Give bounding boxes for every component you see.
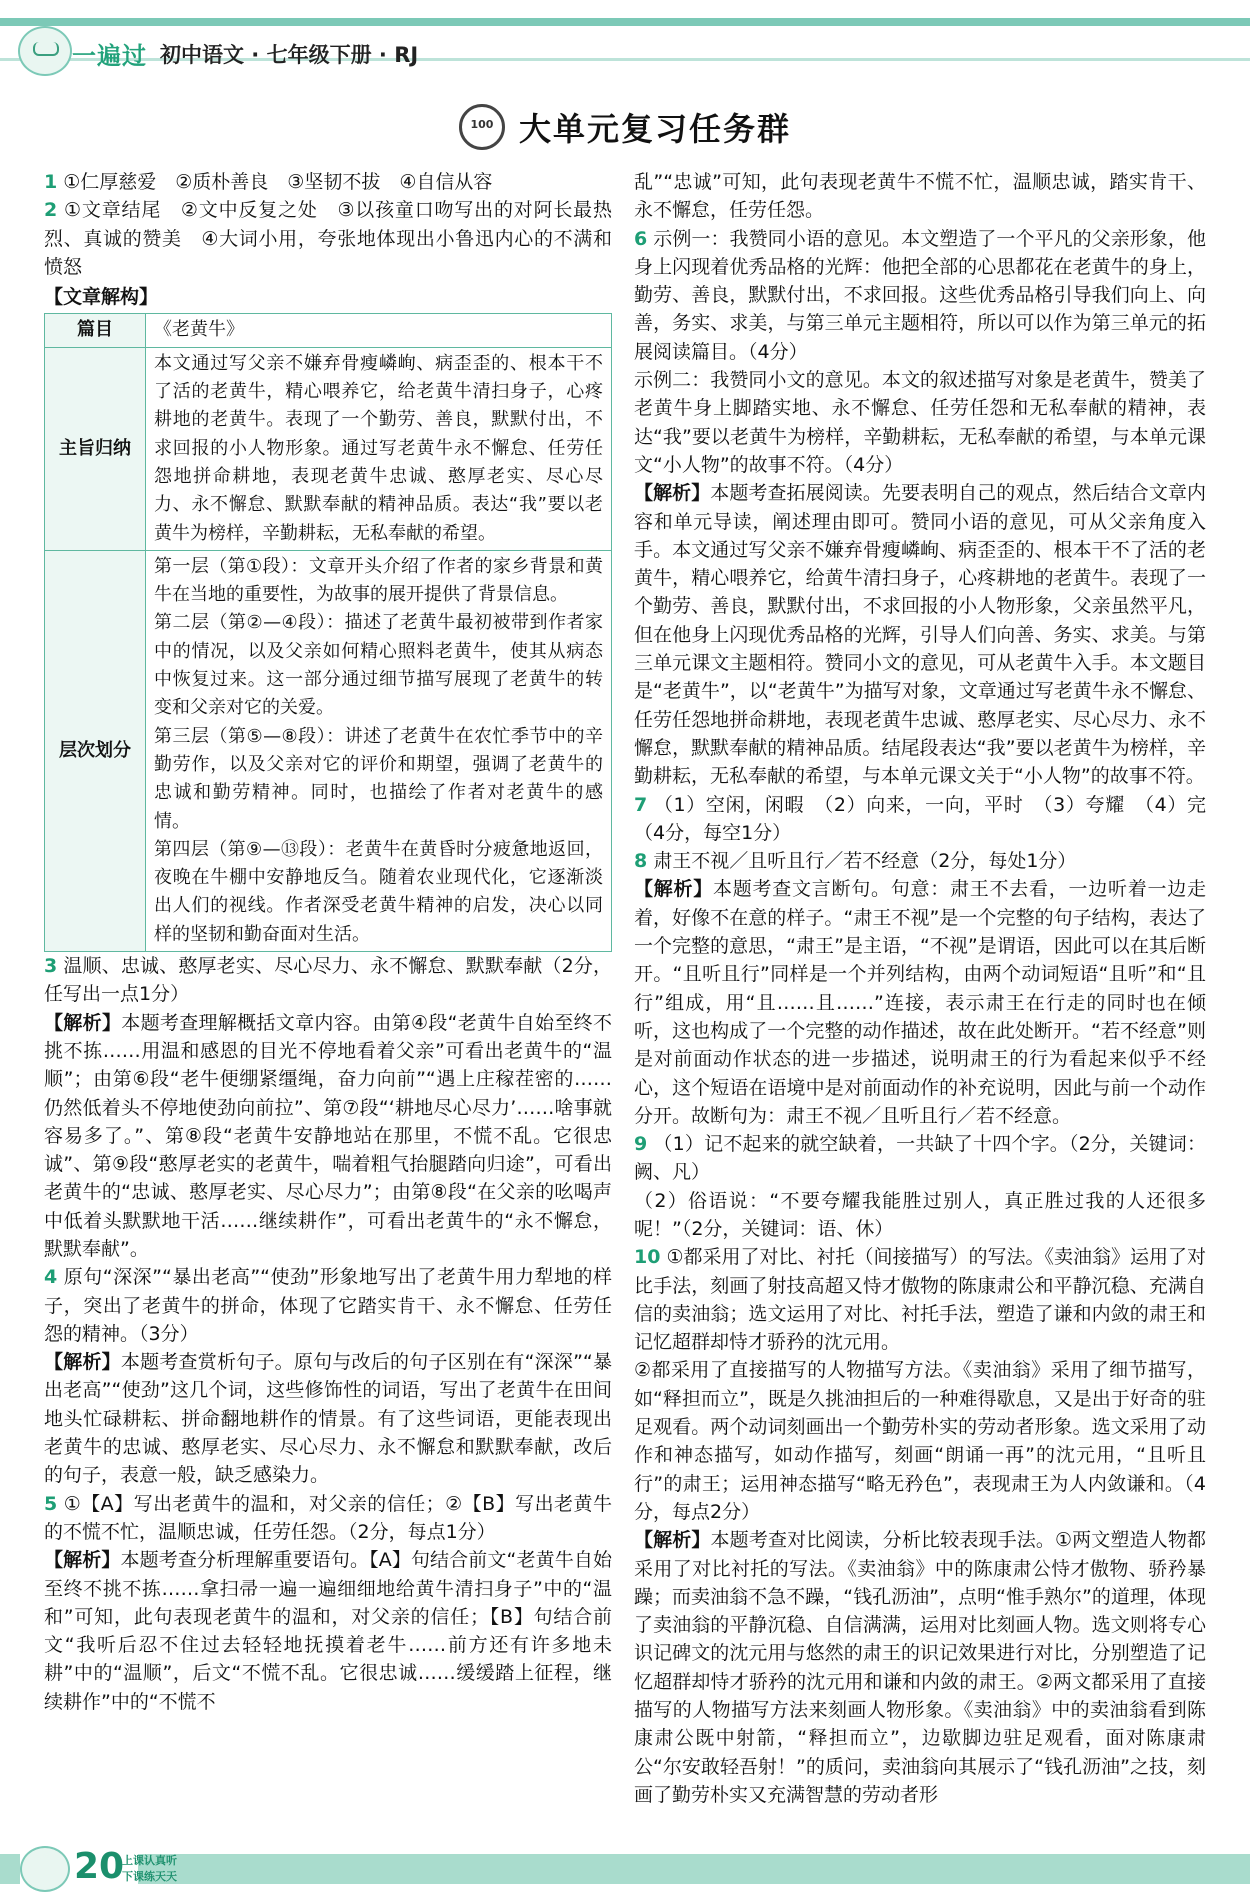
answer-10-2: ②都采用了直接描写的人物描写方法。《卖油翁》采用了细节描写，如“释担而立”，既是久挑油担后的一种难得歇息，又是出于好奇的驻足观看。两个动词刻画出一个勤劳朴实的劳动者形象。选文采用了动作和神态描写，如动作描写，刻画“朗诵一再”的沈元用，“且听且行”的肃王；运用神态描写“略无矜色”，表现肃王为人内敛谦和。（4分，每点2分）	[634, 1359, 1206, 1523]
answer-text: 温顺、忠诚、憨厚老实、尽心尽力、永不懈怠、默默奉献（2分，任写出一点1分）	[44, 955, 612, 1006]
analysis-10	[634, 1526, 1206, 1809]
table-head-cell: 层次划分	[45, 550, 146, 951]
layer-1: 第一层（第①段）：文章开头介绍了作者的家乡背景和黄牛在当地的重要性，为故事的展开提供了背景信息。	[154, 555, 603, 606]
answer-9-1	[634, 1130, 1206, 1187]
analysis-text: 本题考查文言断句。句意：肃王不去看，一边听着一边走着，好像不在意的样子。“肃王不视”是一个完整的句子结构，表达了一个完整的意思，“肃王”是主语，“不视”是谓语，因此可以在其后断开。“且听且行”同样是一个并列结构，由两个动词短语“且听”和“且行”组成，用“且……且……”连接，表示肃王在行走的同时也在倾听，这也构成了一个完整的动作描述，故在此处断开。“若不经意”则是对前面动作状态的进一步描述，说明肃王的行为看起来似乎不经心，这个短语在语境中是对前面动作的补充说明，因此与前一个动作分开。故断句为：肃王不视／且听且行／若不经意。	[634, 878, 1206, 1127]
question-number: 5	[44, 1492, 58, 1515]
answer-text: 原句“深深”“暴出老高”“使劲”形象地写出了老黄牛用力犁地的样子，突出了老黄牛的拼命，体现了它踏实肯干、永不懈怠、任劳任怨的精神。（3分）	[44, 1266, 612, 1345]
analysis-text: 本题考查理解概括文章内容。由第④段“老黄牛自始至终不挑不拣……用温和感恩的目光不停地看着父亲”可看出老黄牛的“温顺”；由第⑥段“老牛便绷紧缰绳，奋力向前”“遇上庄稼茬密的……仍然低着头不停地使劲向前拉”、第⑦段“‘耕地尽心尽力’……啥事就容易多了。”、第⑧段“老黄牛安静地站在那里，不慌不乱。它很忠诚”、第⑨段“憨厚老实的老黄牛，喘着粗气抬腿踏向归途”，可看出老黄牛的“忠诚、憨厚老实、尽心尽力”；由第⑧段“在父亲的吆喝声中低着头默默地干活……继续耕作”，可看出老黄牛的“永不懈怠，默默奉献”。	[44, 1011, 612, 1260]
analysis-label: 【解析】	[634, 1529, 711, 1552]
answer-1	[44, 168, 612, 196]
answer-text: （1）记不起来的就空缺着，一共缺了十四个字。（2分，关键词：阙、凡）	[634, 1133, 1206, 1184]
question-number: 4	[44, 1266, 58, 1289]
analysis-text: 本题考查分析理解重要语句。【A】句结合前文“老黄牛自始至终不挑不拣……拿扫帚一遍一遍细细地给黄牛清扫身子”中的“温和”可知，此句表现老黄牛的温和，对父亲的信任；【B】句结合前文“我听后忍不住过去轻轻地抚摸着老牛……前方还有许多地未耕”中的“温顺”，后文“不慌不乱。它很忠诚……缓缓踏上征程，继续耕作”中的“不慌不	[44, 1549, 612, 1713]
answer-6-example-1	[634, 225, 1206, 366]
left-column	[44, 168, 612, 1716]
question-number: 10	[634, 1246, 661, 1269]
answer-text: ①文章结尾 ②文中反复之处 ③以孩童口吻写出的对阿长最热烈、真诚的赞美 ④大词小用，夸张地体现出小鲁迅内心的不满和愤怒	[44, 199, 612, 278]
analysis-6	[634, 479, 1206, 790]
mascot-icon	[18, 26, 72, 76]
structure-table	[44, 313, 612, 952]
question-number: 9	[634, 1133, 648, 1156]
analysis-text: 本题考查对比阅读，分析比较表现手法。①两文塑造人物都采用了对比衬托的写法。《卖油翁》中的陈康肃公恃才傲物、骄矜暴躁；而卖油翁不急不躁，“钱孔沥油”，点明“惟手熟尔”的道理，体现了卖油翁的平静沉稳、自信满满，运用对比刻画人物。选文则将专心识记碑文的沈元用与悠然的肃王的识记效果进行对比，分别塑造了记忆超群却恃才骄矜的沈元用和谦和内敛的肃王。②两文都采用了直接描写的人物描写方法来刻画人物形象。《卖油翁》中的卖油翁看到陈康肃公既中射箭，“释担而立”，边歇脚边驻足观看，面对陈康肃公“尔安敢轻吾射！”的质问，卖油翁向其展示了“钱孔沥油”之技，刻画了勤劳朴实又充满智慧的劳动者形	[634, 1529, 1206, 1806]
answer-text: ①都采用了对比、衬托（间接描写）的写法。《卖油翁》运用了对比手法，刻画了射技高超又恃才傲物的陈康肃公和平静沉稳、充满自信的卖油翁；选文运用了对比、衬托手法，塑造了谦和内敛的肃王和记忆超群却恃才骄矜的沈元用。	[634, 1246, 1206, 1354]
question-number: 7	[634, 793, 648, 816]
page-header	[0, 0, 1250, 78]
table-row	[45, 314, 612, 347]
answer-5	[44, 1490, 612, 1547]
answer-text: （1）空闲，闲暇 （2）向来，一向，平时 （3）夸耀 （4）完（4分，每空1分）	[634, 793, 1206, 844]
answer-2	[44, 196, 612, 281]
table-cell: 《老黄牛》	[146, 314, 612, 347]
layer-2: 第二层（第②—④段）：描述了老黄牛最初被带到作者家中的情况，以及父亲如何精心照料老黄牛，使其从病态中恢复过来。这一部分通过细节描写展现了老黄牛的转变和父亲对它的关爱。	[154, 612, 603, 719]
analysis-3	[44, 1009, 612, 1264]
brand-logo: 一遍过	[72, 42, 147, 70]
header-title: 初中语文 · 七年级下册 · RJ	[160, 43, 419, 67]
section-title	[0, 104, 1250, 152]
answer-10-1	[634, 1243, 1206, 1356]
answer-7	[634, 791, 1206, 848]
table-row	[45, 347, 612, 550]
right-column	[634, 168, 1206, 1809]
table-head-cell: 篇目	[45, 314, 146, 347]
analysis-8	[634, 875, 1206, 1130]
table-row	[45, 550, 612, 951]
question-number: 2	[44, 199, 58, 222]
question-number: 6	[634, 227, 648, 250]
layer-4: 第四层（第⑨—⑬段）：老黄牛在黄昏时分疲惫地返回，夜晚在牛棚中安静地反刍。随着农业现代化，它逐渐淡出人们的视线。作者深受老黄牛精神的启发，决心以同样的坚韧和勤奋面对生活。	[154, 838, 603, 945]
question-number: 8	[634, 850, 648, 873]
analysis-label: 【解析】	[44, 1549, 121, 1572]
analysis-label: 【解析】	[634, 878, 713, 901]
footer-band	[0, 1854, 1250, 1884]
answer-text: 肃王不视／且听且行／若不经意（2分，每处1分）	[653, 850, 1077, 873]
footer-motto: 下课练天天	[122, 1870, 177, 1883]
answer-8	[634, 847, 1206, 875]
table-heading: 【文章解构】	[44, 286, 159, 309]
answer-text: 示例一：我赞同小语的意见。本文塑造了一个平凡的父亲形象，他身上闪现着优秀品格的光辉：他把全部的心思都花在老黄牛的身上，勤劳、善良，默默付出，不求回报。这些优秀品格引导我们向上、向善，务实、求美，与第三单元主题相符，所以可以作为第三单元的拓展阅读篇目。（4分）	[634, 227, 1206, 363]
analysis-text: 本题考查赏析句子。原句与改后的句子区别在有“深深”“暴出老高”“使劲”这几个词，这些修饰性的词语，写出了老黄牛在田间地头忙碌耕耘、拼命翻地耕作的情景。有了这些词语，更能表现出老黄牛的忠诚、憨厚老实、尽心尽力、永不懈怠和默默奉献，改后的句子，表意一般，缺乏感染力。	[44, 1351, 612, 1487]
answer-9-2: （2）俗语说：“不要夸耀我能胜过别人，真正胜过我的人还很多呢！”（2分，关键词：语、休）	[634, 1189, 1206, 1240]
question-number: 1	[44, 171, 58, 193]
analysis-5-continued: 乱”“忠诚”可知，此句表现老黄牛不慌不忙，温顺忠诚，踏实肯干、永不懈怠，任劳任怨。	[634, 171, 1206, 222]
header-strip	[0, 18, 1250, 26]
layer-3: 第三层（第⑤—⑧段）：讲述了老黄牛在农忙季节中的辛勤劳作，以及父亲对它的评价和期望，强调了老黄牛的忠诚和勤劳精神。同时，也描绘了作者对老黄牛的感情。	[154, 725, 603, 832]
section-title-text: 大单元复习任务群	[518, 110, 791, 148]
table-cell	[146, 550, 612, 951]
analysis-label: 【解析】	[634, 482, 711, 505]
analysis-4	[44, 1348, 612, 1489]
table-head-cell: 主旨归纳	[45, 347, 146, 550]
badge-icon	[459, 104, 505, 150]
mascot-icon	[20, 1846, 70, 1892]
question-number: 3	[44, 955, 58, 978]
answer-text: ①【A】写出老黄牛的温和，对父亲的信任；②【B】写出老黄牛的不慌不忙，温顺忠诚，任劳任怨。（2分，每点1分）	[44, 1492, 612, 1543]
page-number: 20	[74, 1846, 125, 1887]
analysis-text: 本题考查拓展阅读。先要表明自己的观点，然后结合文章内容和单元导读，阐述理由即可。赞同小语的意见，可从父亲角度入手。本文通过写父亲不嫌弃骨瘦嶙峋、病歪歪的、根本干不了活的老黄牛，精心喂养它，给黄牛清扫身子，心疼耕地的老黄牛。表现了一个勤劳、善良，默默付出，不求回报的小人物形象，父亲虽然平凡，但在他身上闪现优秀品格的光辉，引导人们向善、务实、求美。与第三单元课文主题相符。赞同小文的意见，可从老黄牛入手。本文题目是“老黄牛”，以“老黄牛”为描写对象，文章通过写老黄牛永不懈怠、任劳任怨地拼命耕地，表现老黄牛忠诚、憨厚老实、尽心尽力、永不懈怠，默默奉献的精神品质。结尾段表达“我”要以老黄牛为榜样，辛勤耕耘，无私奉献的希望，与本单元课文关于“小人物”的故事不符。	[634, 482, 1206, 788]
analysis-label: 【解析】	[44, 1011, 122, 1034]
analysis-label: 【解析】	[44, 1351, 121, 1374]
table-cell: 本文通过写父亲不嫌弃骨瘦嶙峋、病歪歪的、根本干不了活的老黄牛，精心喂养它，给老黄牛清扫身子，心疼耕地的老黄牛。表现了一个勤劳、善良，默默付出，不求回报的小人物形象。通过写老黄牛永不懈怠、任劳任怨地拼命耕地，表现老黄牛忠诚、憨厚老实、尽心尽力、永不懈怠、默默奉献的精神品质。表达“我”要以老黄牛为榜样，辛勤耕耘，无私奉献的希望。	[146, 347, 612, 550]
answer-3	[44, 952, 612, 1009]
footer-motto: 上课认真听	[122, 1854, 177, 1867]
answer-text: ①仁厚慈爱 ②质朴善良 ③坚韧不拔 ④自信从容	[63, 171, 493, 193]
analysis-5	[44, 1546, 612, 1716]
answer-4	[44, 1263, 612, 1348]
page-footer	[0, 1838, 1250, 1895]
answer-6-example-2: 示例二：我赞同小文的意见。本文的叙述描写对象是老黄牛，赞美了老黄牛身上脚踏实地、永不懈怠、任劳任怨和无私奉献的精神，表达“我”要以老黄牛为榜样，辛勤耕耘，无私奉献的希望，与本单元课文“小人物”的故事不符。（4分）	[634, 369, 1206, 476]
